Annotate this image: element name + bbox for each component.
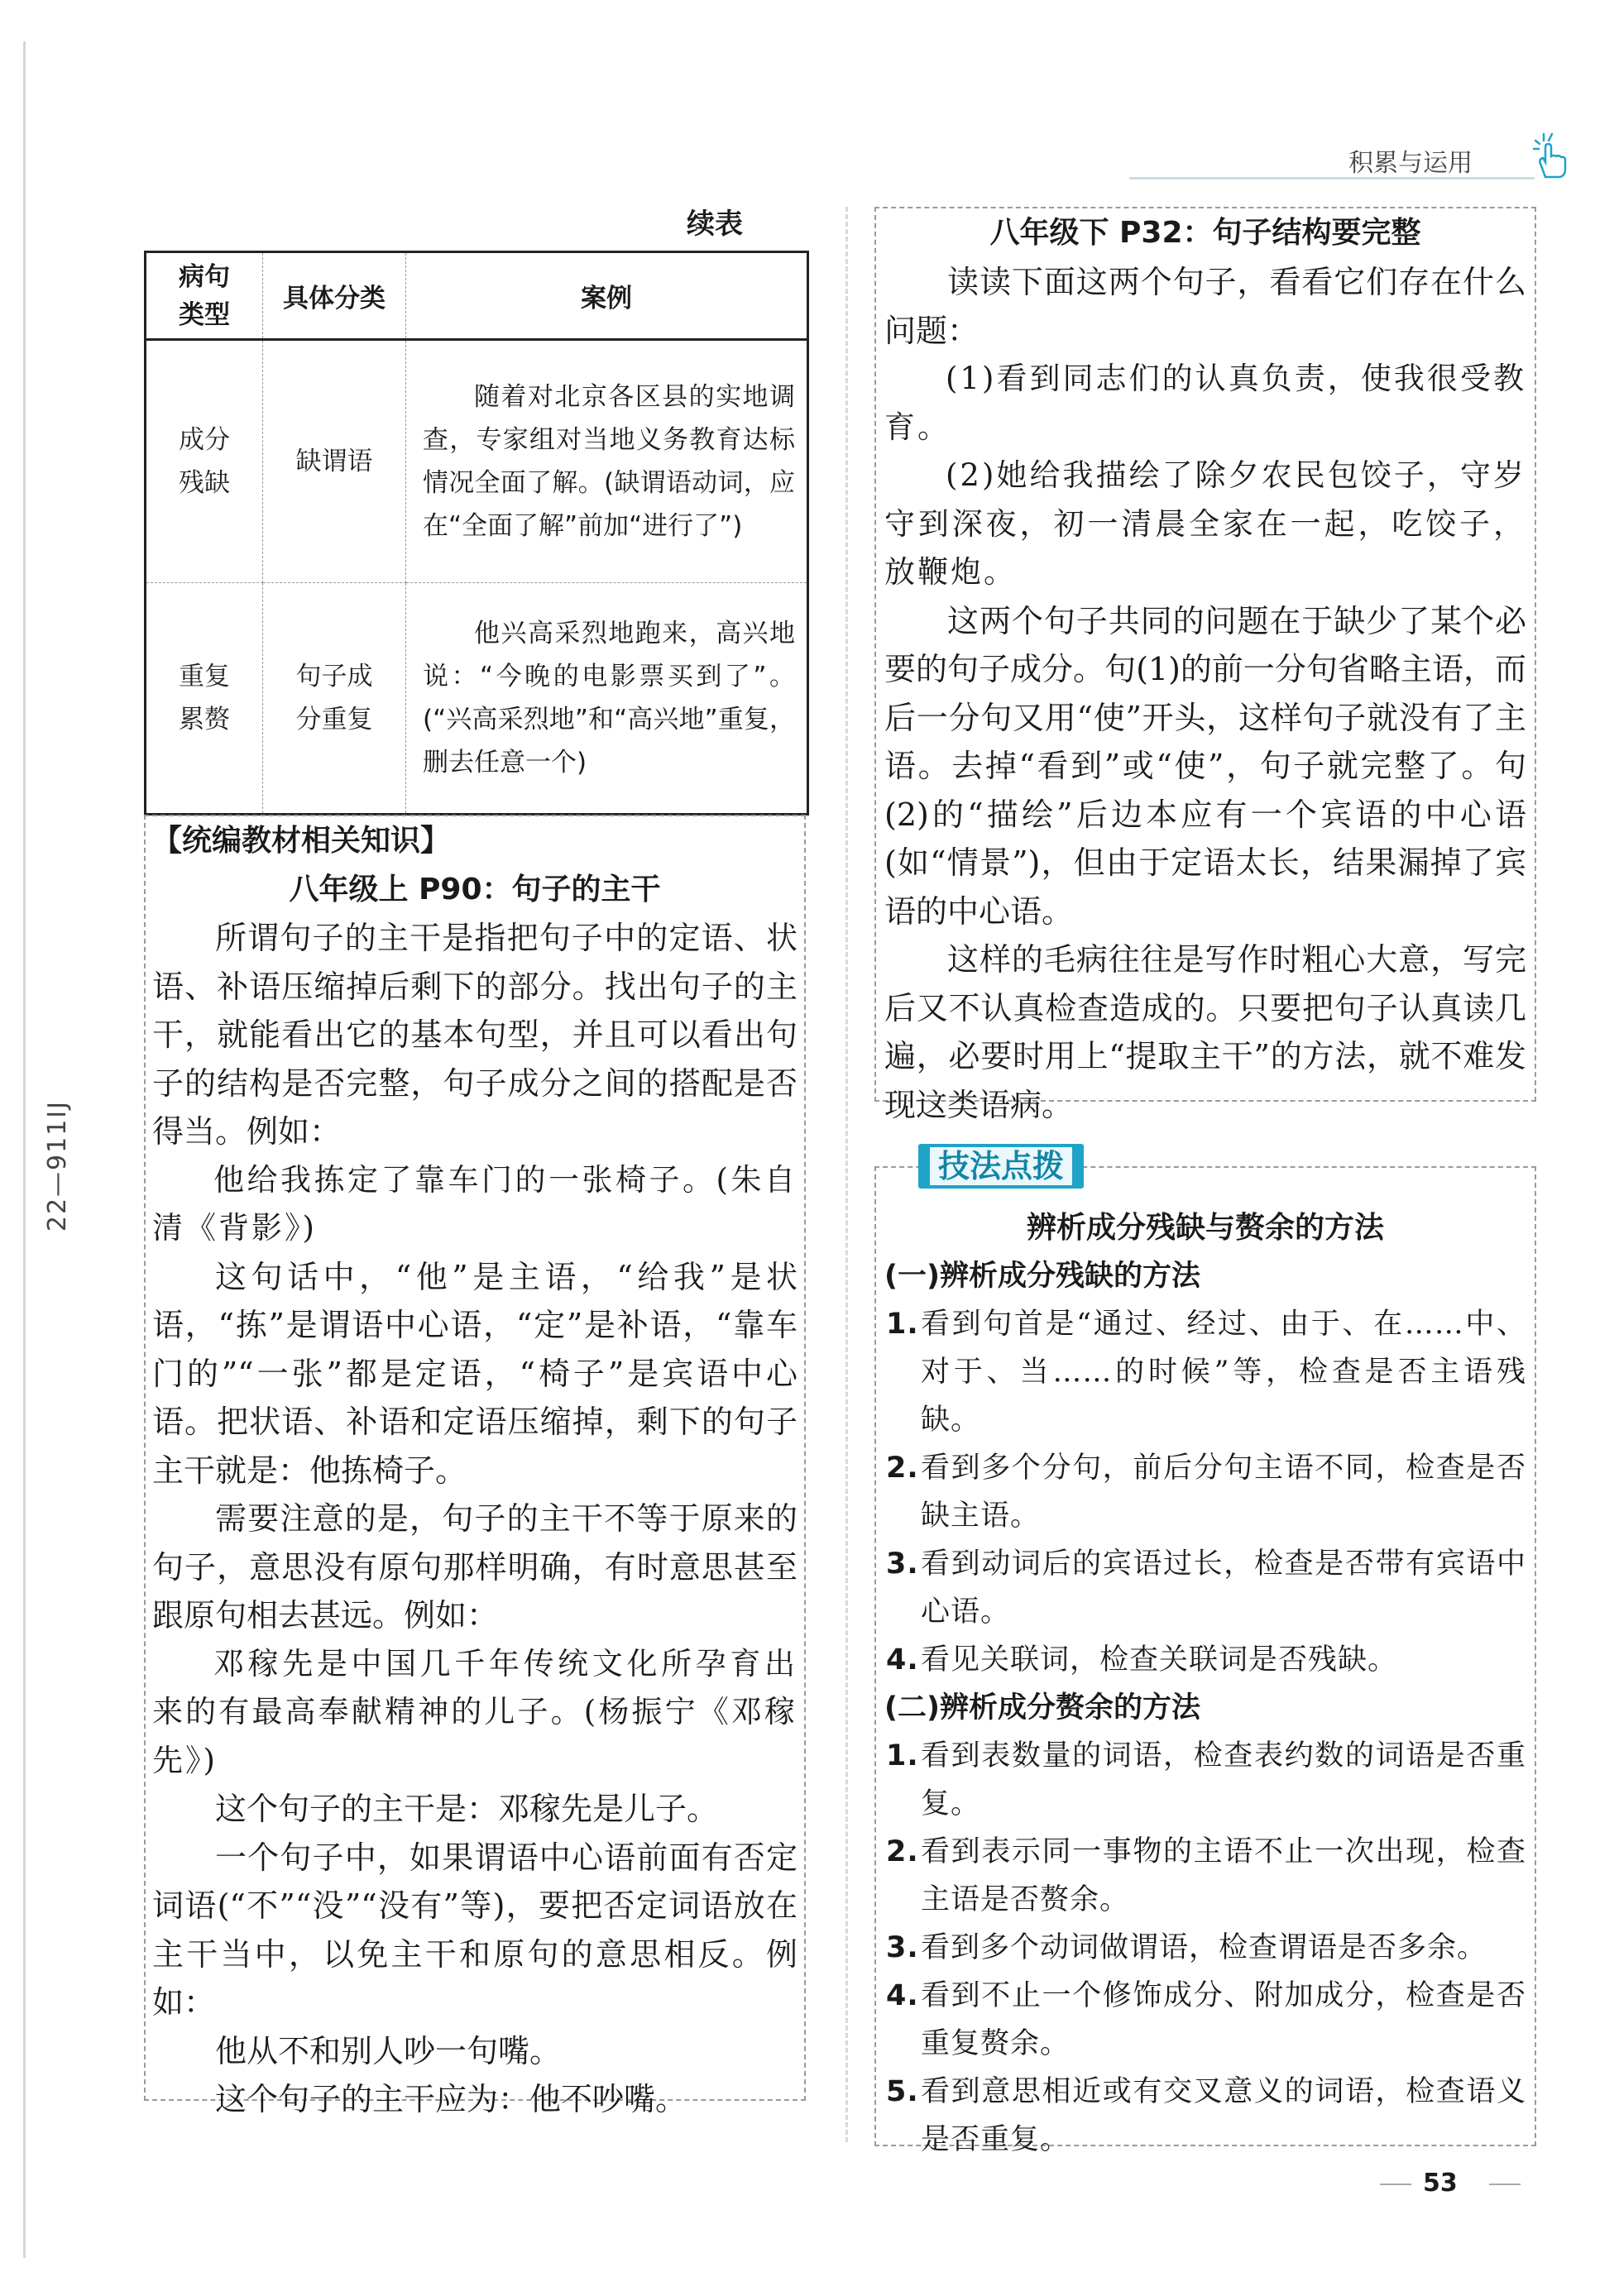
knowledge-title: 八年级上 P90：句子的主干 (289, 873, 661, 906)
header-type (146, 252, 263, 340)
row-type-line2: 累赘 (179, 705, 230, 734)
knowledge-box (144, 815, 806, 2117)
example-sentence: 他从不和别人吵一句嘴。 (215, 2032, 562, 2069)
example-sentence: (2)她给我描绘了除夕农民包饺子，守岁守到深夜，初一清晨全家在一起，吃饺子，放鞭炮。 (884, 457, 1526, 590)
knowledge-paragraph: 一个句子中，如果谓语中心语前面有否定词语(“不”“没”“没有”等)，要把否定词语放在主干当中，以免主干和原句的意思相反。例如： (152, 1839, 798, 2021)
header-type-line1: 病句 (179, 261, 230, 292)
example-sentence: 邓稼先是中国几千年传统文化所孕育出来的有最高奉献精神的儿子。(杨振宁《邓稼先》) (152, 1645, 798, 1778)
list-item-text: 看到动词后的宾语过长，检查是否带有宾语中心语。 (921, 1547, 1526, 1629)
list-item-number: 3. (886, 1547, 919, 1581)
p32-title: 八年级下 P32：句子结构要完整 (989, 216, 1421, 250)
row-type-line1: 重复 (179, 662, 230, 691)
table-row (146, 340, 808, 583)
spine-line (23, 41, 26, 2258)
p32-paragraph: 读读下面这两个句子，看看它们存在什么问题： (884, 264, 1526, 349)
tips-tag-label: 技法点拨 (930, 1147, 1072, 1185)
list-item-number: 5. (886, 2075, 919, 2108)
list-item-text: 看到表示同一事物的主语不止一次出现，检查主语是否赘余。 (921, 1835, 1526, 1916)
header-case: 案例 (406, 252, 808, 340)
row-type-line2: 残缺 (179, 468, 230, 498)
list-item (884, 1972, 1526, 2068)
pointing-hand-icon (1532, 131, 1572, 180)
list-item-number: 1. (886, 1739, 919, 1772)
knowledge-paragraph: 这个句子的主干应为：他不吵嘴。 (215, 2081, 687, 2117)
p32-box (874, 207, 1536, 1123)
table-header-row (146, 252, 808, 340)
list-item (884, 1828, 1526, 1924)
list-item (884, 2068, 1526, 2164)
knowledge-paragraph: 这个句子的主干是：邓稼先是儿子。 (215, 1791, 719, 1827)
list-item-number: 4. (886, 1979, 919, 2012)
list-item (884, 1732, 1526, 1828)
row-category (263, 583, 406, 815)
list-item (884, 1444, 1526, 1540)
row-case: 他兴高采烈地跑来，高兴地说：“今晚的电影票买到了”。(“兴高采烈地”和“高兴地”重复，删去任意一个) (406, 583, 808, 815)
row-type (146, 583, 263, 815)
list-item-number: 2. (886, 1452, 919, 1485)
tips-tag (918, 1144, 1084, 1189)
row-type-line1: 成分 (179, 425, 230, 455)
list-item-text: 看到不止一个修饰成分、附加成分，检查是否重复赘余。 (921, 1979, 1526, 2060)
example-sentence: 他给我拣定了靠车门的一张椅子。(朱自清《背影》) (152, 1161, 798, 1246)
knowledge-paragraph: 这句话中，“他”是主语，“给我”是状语，“拣”是谓语中心语，“定”是补语，“靠车门的”“一张”都是定语，“椅子”是宾语中心语。把状语、补语和定语压缩掉，剩下的句子主干就是：他拣椅子。 (152, 1258, 798, 1489)
tips-title: 辨析成分残缺与赘余的方法 (1026, 1211, 1384, 1245)
p32-paragraph: 这两个句子共同的问题在于缺少了某个必要的句子成分。句(1)的前一分句省略主语，而后一分句又用“使”开头，这样句子就没有了主语。去掉“看到”或“使”，句子就完整了。句(2)的“描绘”后边本应有一个宾语的中心语(如“情景”)，但由于定语太长，结果漏掉了宾语的中心语。 (884, 602, 1526, 930)
list-item-text: 看到句首是“通过、经过、由于、在……中、对于、当……的时候”等，检查是否主语残缺。 (921, 1308, 1526, 1437)
row-case: 随着对北京各区县的实地调查，专家组对当地义务教育达标情况全面了解。(缺谓语动词，应在“全面了解”前加“进行了”) (406, 340, 808, 583)
error-type-table (144, 251, 809, 816)
page-number-dash-right (1489, 2184, 1521, 2185)
list-item-number: 4. (886, 1643, 919, 1677)
header-rule (1129, 177, 1535, 179)
side-code: 22—911IJ (43, 1100, 72, 1232)
list-item-text: 看到意思相近或有交叉意义的词语，检查语义是否重复。 (921, 2075, 1526, 2156)
example-sentence: (1)看到同志们的认真负责，使我很受教育。 (884, 361, 1526, 445)
row-category: 缺谓语 (263, 340, 406, 583)
header-type-line2: 类型 (179, 299, 230, 330)
list-item-number: 1. (886, 1308, 919, 1341)
p32-paragraph: 这样的毛病往往是写作时粗心大意，写完后又不认真检查造成的。只要把句子认真读几遍，必要时用上“提取主干”的方法，就不难发现这类语病。 (884, 941, 1526, 1123)
list-item-number: 2. (886, 1835, 919, 1868)
row-category-line1: 句子成 (295, 662, 373, 691)
column-divider (845, 207, 848, 2142)
list-item-text: 看到多个分句，前后分句主语不同，检查是否缺主语。 (921, 1452, 1526, 1533)
knowledge-paragraph: 所谓句子的主干是指把句子中的定语、状语、补语压缩掉后剩下的部分。找出句子的主干，就能看出它的基本句型，并且可以看出句子的结构是否完整，句子成分之间的搭配是否得当。例如： (152, 920, 798, 1150)
tips-box (874, 1166, 1536, 2156)
header-category: 具体分类 (263, 252, 406, 340)
list-item-text: 看见关联词，检查关联词是否残缺。 (921, 1643, 1398, 1677)
tips-section2-list (884, 1732, 1526, 2164)
list-item (884, 1636, 1526, 1684)
list-item-number: 3. (886, 1931, 919, 1964)
continued-label: 续表 (687, 208, 743, 241)
list-item-text: 看到多个动词做谓语，检查谓语是否多余。 (921, 1931, 1487, 1964)
table-row (146, 583, 808, 815)
list-item (884, 1924, 1526, 1972)
knowledge-label: 【统编教材相关知识】 (152, 824, 451, 858)
page-number-dash-left (1380, 2184, 1411, 2185)
tips-section1-heading: (一)辨析成分残缺的方法 (884, 1260, 1200, 1293)
section-title: 积累与运用 (1348, 149, 1473, 178)
tips-section2-heading: (二)辨析成分赘余的方法 (884, 1691, 1200, 1724)
page-number: 53 (1423, 2169, 1458, 2198)
row-type (146, 340, 263, 583)
list-item (884, 1540, 1526, 1636)
knowledge-paragraph: 需要注意的是，句子的主干不等于原来的句子，意思没有原句那样明确，有时意思甚至跟原句相去甚远。例如： (152, 1500, 798, 1634)
list-item-text: 看到表数量的词语，检查表约数的词语是否重复。 (921, 1739, 1526, 1820)
tips-section1-list (884, 1300, 1526, 1684)
list-item (884, 1300, 1526, 1444)
row-category-line2: 分重复 (295, 705, 373, 734)
